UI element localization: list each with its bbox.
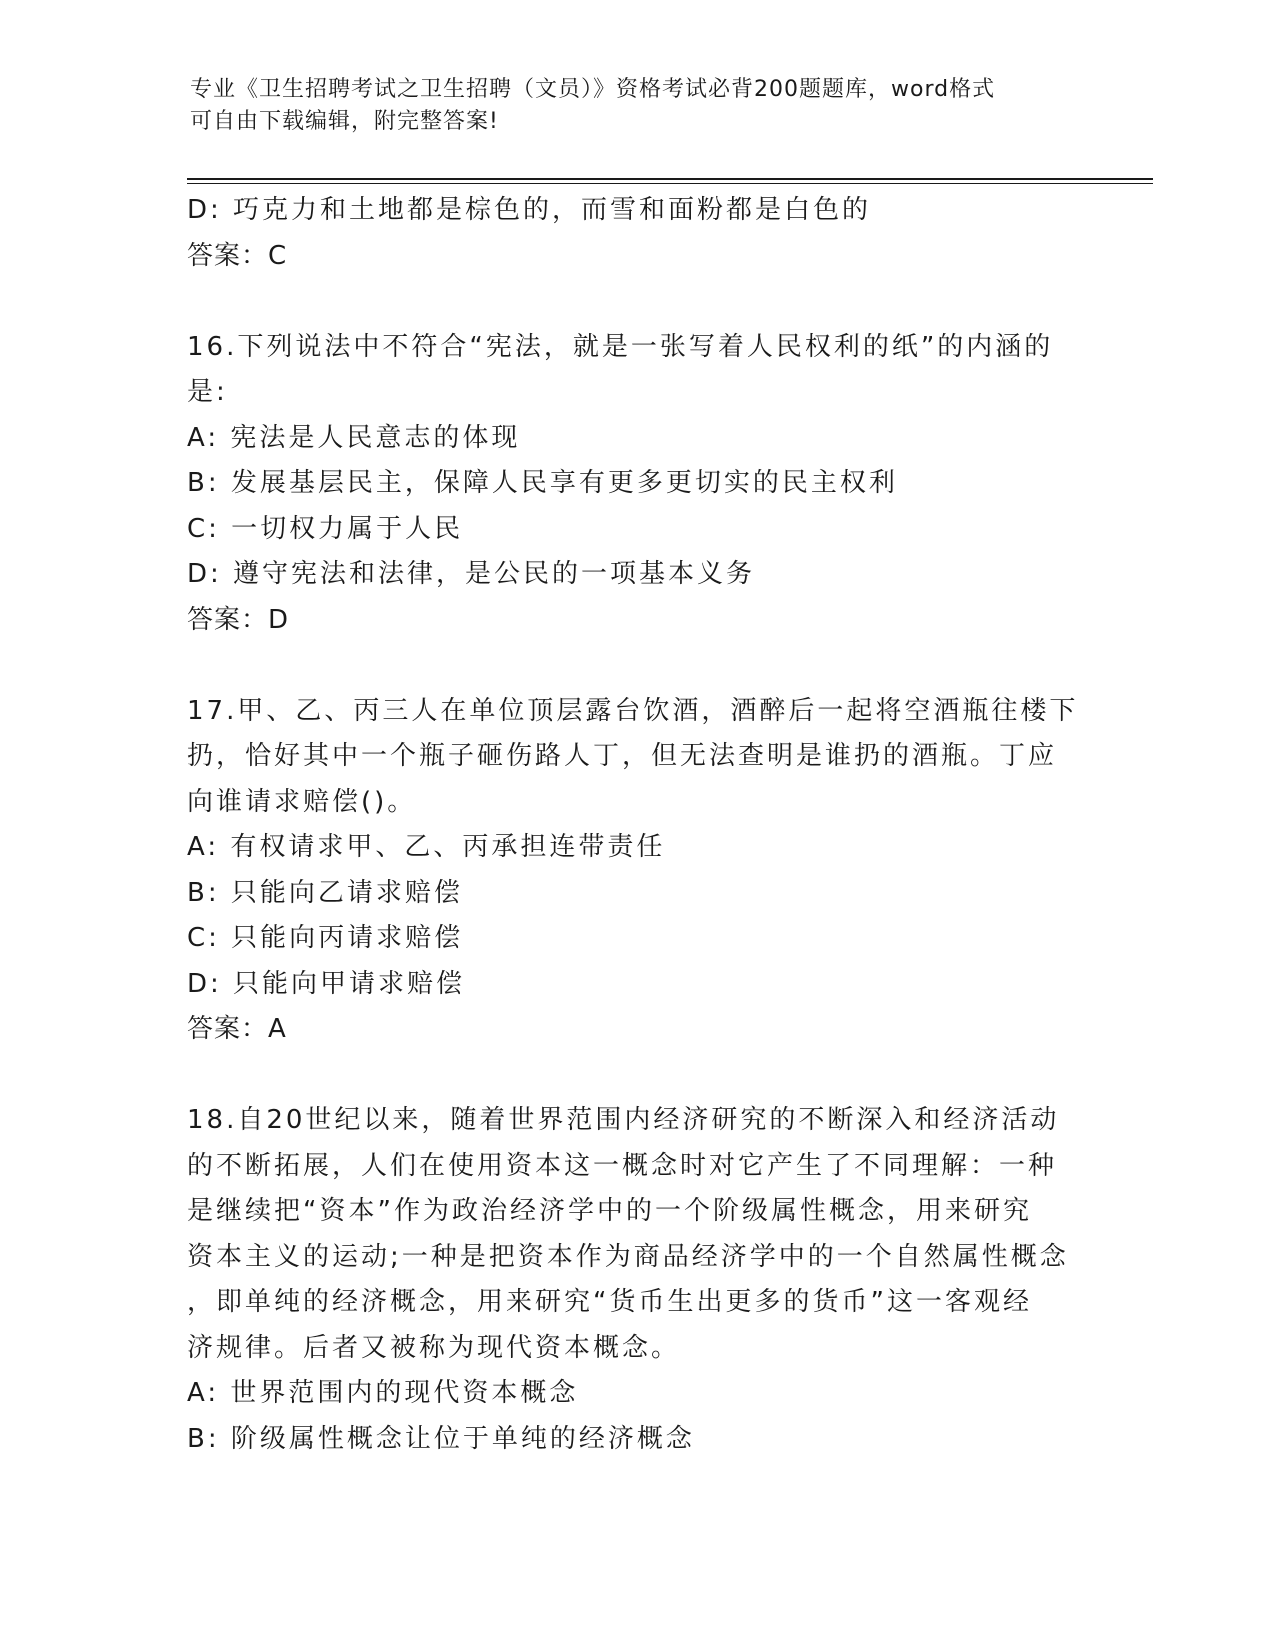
option-a: A: 有权请求甲、乙、丙承担连带责任 xyxy=(187,832,666,862)
question-stem-line: 是继续把“资本”作为政治经济学中的一个阶级属性概念，用来研究 xyxy=(187,1196,1032,1226)
question-list xyxy=(187,188,1087,1462)
spacer xyxy=(187,643,1087,689)
question-stem-line: 向谁请求赔偿()。 xyxy=(187,786,417,817)
answer-label: 答案：A xyxy=(187,1014,287,1044)
header-title-line-1: 专业《卫生招聘考试之卫生招聘（文员）》资格考试必背200题题库，word格式 xyxy=(190,77,996,102)
question-stem-line: 扔，恰好其中一个瓶子砸伤路人丁，但无法查明是谁扔的酒瓶。丁应 xyxy=(187,741,1058,771)
header-divider-thick xyxy=(187,178,1153,180)
option-a: A: 宪法是人民意志的体现 xyxy=(187,422,521,453)
question-stem-line: 18.自20世纪以来，随着世界范围内经济研究的不断深入和经济活动 xyxy=(187,1105,1060,1135)
question-stem-line: 济规律。后者又被称为现代资本概念。 xyxy=(187,1332,681,1363)
option-d: D: 巧克力和土地都是棕色的，而雪和面粉都是白色的 xyxy=(187,195,872,225)
option-d: D: 只能向甲请求赔偿 xyxy=(187,968,466,999)
question-stem-line: 的不断拓展，人们在使用资本这一概念时对它产生了不同理解：一种 xyxy=(187,1150,1058,1181)
option-b: B: 发展基层民主，保障人民享有更多更切实的民主权利 xyxy=(187,468,898,498)
question-18 xyxy=(187,1098,1087,1462)
question-stem-line: 16.下列说法中不符合“宪法，就是一张写着人民权利的纸”的内涵的 xyxy=(187,331,1054,362)
answer-label: 答案：C xyxy=(187,240,288,271)
option-a: A: 世界范围内的现代资本概念 xyxy=(187,1378,579,1408)
header-title-line-2: 可自由下载编辑，附完整答案! xyxy=(190,109,499,134)
option-c: C: 一切权力属于人民 xyxy=(187,513,464,544)
option-b: B: 只能向乙请求赔偿 xyxy=(187,877,463,908)
option-c: C: 只能向丙请求赔偿 xyxy=(187,923,464,953)
question-16 xyxy=(187,325,1087,644)
question-stem-line: ，即单纯的经济概念，用来研究“货币生出更多的货币”这一客观经 xyxy=(187,1287,1032,1317)
question-stem-line: 17.甲、乙、丙三人在单位顶层露台饮酒，酒醉后一起将空酒瓶往楼下 xyxy=(187,695,1079,726)
question-stem-line: 是: xyxy=(187,377,228,407)
spacer xyxy=(187,1053,1087,1099)
header-divider-thin xyxy=(187,183,1153,184)
answer-label: 答案：D xyxy=(187,604,290,635)
option-b: B: 阶级属性概念让位于单纯的经济概念 xyxy=(187,1423,695,1454)
option-d: D: 遵守宪法和法律，是公民的一项基本义务 xyxy=(187,559,756,589)
document-header xyxy=(190,74,1070,138)
question-stem-line: 资本主义的运动;一种是把资本作为商品经济学中的一个自然属性概念 xyxy=(187,1241,1069,1272)
question-17 xyxy=(187,689,1087,1053)
spacer xyxy=(187,279,1087,325)
